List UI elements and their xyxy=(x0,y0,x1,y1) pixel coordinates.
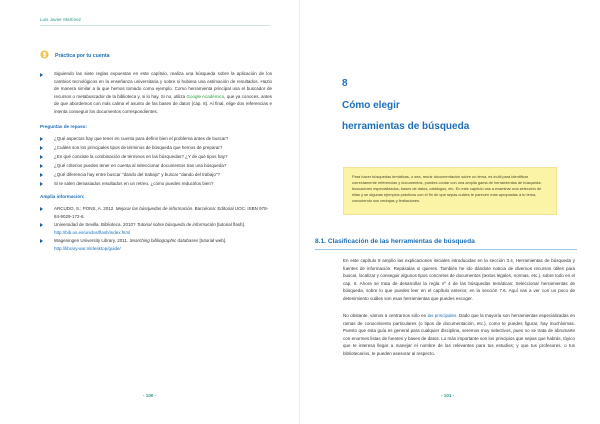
page-number: - 101 - xyxy=(441,393,455,398)
practice-highlight[interactable]: Google Académico xyxy=(186,93,225,99)
bullet-icon xyxy=(40,173,43,177)
question-item: Si te salen demasiados resultados en un retreo, ¿cómo puedes reducirlos bien? xyxy=(40,180,275,188)
bullet-icon xyxy=(40,146,43,150)
principales-link[interactable]: las principales xyxy=(427,313,457,318)
practice-paragraph: Siguiendo las siete reglas expuestas en este capítulo, realiza una búsqueda sobre la aplicación de los cambios tecnológicos en la enseñanza universitaria y sobre si hubiera una estimación de resultados. Hazlo de manera similar a la que hemos tomado como ejemplo. Como herramienta principal usa el buscador de recursos o metabuscador de la biblioteca y, si lo hay. Si no, utiliza Google Académico, que ya conoces, antes de que abordemos con más calma el asunto de las bases de datos (cap. 8). Al final, elige dos referencias e intenta conseguir los documentos correspondientes. xyxy=(54,71,272,114)
bullet-icon xyxy=(40,207,43,211)
practice-title: Práctica por tu cuenta xyxy=(55,53,110,59)
practice-icon xyxy=(40,50,49,59)
reference-link[interactable]: http://bib.us.es/unidos/flash/index.html xyxy=(54,229,131,235)
running-head: Luis Javier Martínez xyxy=(40,17,82,22)
body-paragraph: No obstante, vamos a centrarnos sólo en las principales. Dado que la mayoría son herramientas especializadas en ramas de conocimiento particulares (o tipos de documentación, etc.), como te puedes figurar, hay muchísimas. Puesto que esta guía es general para cualquier disciplina, seremos muy selectivos, pues no se trata de abrumarte con enormes listas de fuentes y bases de datos. Lo más importante son los principios que sepas que habrás, tóyico que te interesa llegar a manejar el nombre de las relevantes para tus estudios; y que tus profesores, o tus bibliotecarios, te pueden asesorar al respecto. xyxy=(343,313,576,356)
reference-link[interactable]: http://library.wur.nl/desktop/guide/ xyxy=(54,245,121,251)
page-number: - 100 - xyxy=(143,393,157,398)
left-page: Luis Javier Martínez Práctica por tu cuenta Siguiendo las siete reglas expuestas en este capítulo, realiza una búsqueda sobre la aplicación de los cambios tecnológicos en la enseñanza universitaria y sobre si hubiera una estimación de resultados. Hazlo de manera similar a la que hemos tomado como ejemplo. Como herramienta principal usa el buscador de recursos o metabuscador de la biblioteca y, si lo hay. Si no, utiliza Google Académico, que ya conoces, antes de que abordemos con más calma el asunto de las bases de datos (cap. 8). Al final, elige dos referencias e intenta conseguir los documentos correspondientes. Preguntas de repaso: ¿Qué aspectos hay que tener en cuenta para definir bien el problema antes de buscar? ¿Cuáles son los principales tipos de términos de búsqueda que hemos de preparar? ¿En qué consiste la combinación de términos en las búsquedas? ¿Y de qué tipos hay? ¿Qué criterios puedes tener en cuenta al seleccionar documentos tras una búsqueda? ¿Qué diferencia hay entre buscar "dando del trabajo" y buscar "dando del trabajo"? Si te salen demasiados resultados en un retreo, ¿cómo puedes reducirlos bien? Amplía información: ARCUDO, S.; PONS, A. 2012. Mejorar las búsquedas de información. Barcelona: Editorial UOC. ISBN 978-84-9029-172-6. Universidad de Sevilla. Biblioteca. 2010? Tutorial sobre búsqueda de información [tutorial flash]. http://bib.us.es/unidos/flash/index.html Wageningen University Library. 2011. Searching bibliographic databases [tutorial web]. http://library.wur.nl/desktop/guide/ - 100 - xyxy=(0,0,300,424)
chapter-title: Cómo elegir herramientas de búsqueda xyxy=(342,100,470,132)
bullet-icon xyxy=(40,164,43,168)
bullet-icon xyxy=(40,182,43,186)
bullet-icon xyxy=(40,223,43,227)
right-page xyxy=(300,0,600,424)
running-head-rule xyxy=(40,25,270,26)
question-item: ¿En qué consiste la combinación de términos en las búsquedas? ¿Y de qué tipos hay? xyxy=(40,153,275,161)
questions-heading: Preguntas de repaso: xyxy=(40,124,87,129)
chapter-number: 8 xyxy=(342,78,348,89)
bullet-icon xyxy=(40,73,43,77)
question-item: ¿Qué criterios puedes tener en cuenta al seleccionar documentos tras una búsqueda? xyxy=(40,162,275,170)
bullet-icon xyxy=(40,239,43,243)
question-item: ¿Qué aspectos hay que tener en cuenta para definir bien el problema antes de buscar? xyxy=(40,135,275,143)
question-item: ¿Qué diferencia hay entre buscar "dando del trabajo" y buscar "dando del trabajo"? xyxy=(40,171,275,179)
references-heading: Amplía información: xyxy=(40,194,85,199)
bullet-icon xyxy=(40,137,43,141)
bullet-icon xyxy=(40,155,43,159)
body-paragraph: En este capítulo 8 amplío las explicaciones iniciales introducidas en la sección 3.4, Herramientas de búsqueda y fuentes de información. Repásalas si quieres. También he ido dándote noticia de diversos recursos útiles para buscar, localizar y conseguir algunos tipos concretos de documentos (textos legales, normas, etc.), sobre todo en el cap. 6. Ahora se trata de desarrollar la regla nº 4 de las búsquedas temáticas: Seleccionar herramientas de búsqueda, sobre lo que puedes leer en el capítulo anterior, en la sección 7.6. Aquí vas a ver con un poco de detenimiento cuáles son esas herramientas que puedes escoger. xyxy=(343,258,575,301)
section-rule xyxy=(315,249,577,250)
question-item: ¿Cuáles son los principales tipos de términos de búsqueda que hemos de preparar? xyxy=(40,144,275,152)
chapter-intro-note: Para hacer búsquedas temáticas, o sea, reunir documentación sobre un tema, es inútil para identificar correctamente referencias y documentos, puedes contar con una amplia gama de herramientas de búsqueda: buscadores especializados, bases de datos, catálogos, etc. En este capítulo vas a examinar una selección de ellas y se algunas ejemplos prácticos con el fin de que sepas cuáles te parecen más apropiadas a tu tema, conociendo sus ventajas y limitaciones. xyxy=(343,167,557,215)
section-title: 8.1. Clasificación de las herramientas de búsqueda xyxy=(315,238,475,245)
